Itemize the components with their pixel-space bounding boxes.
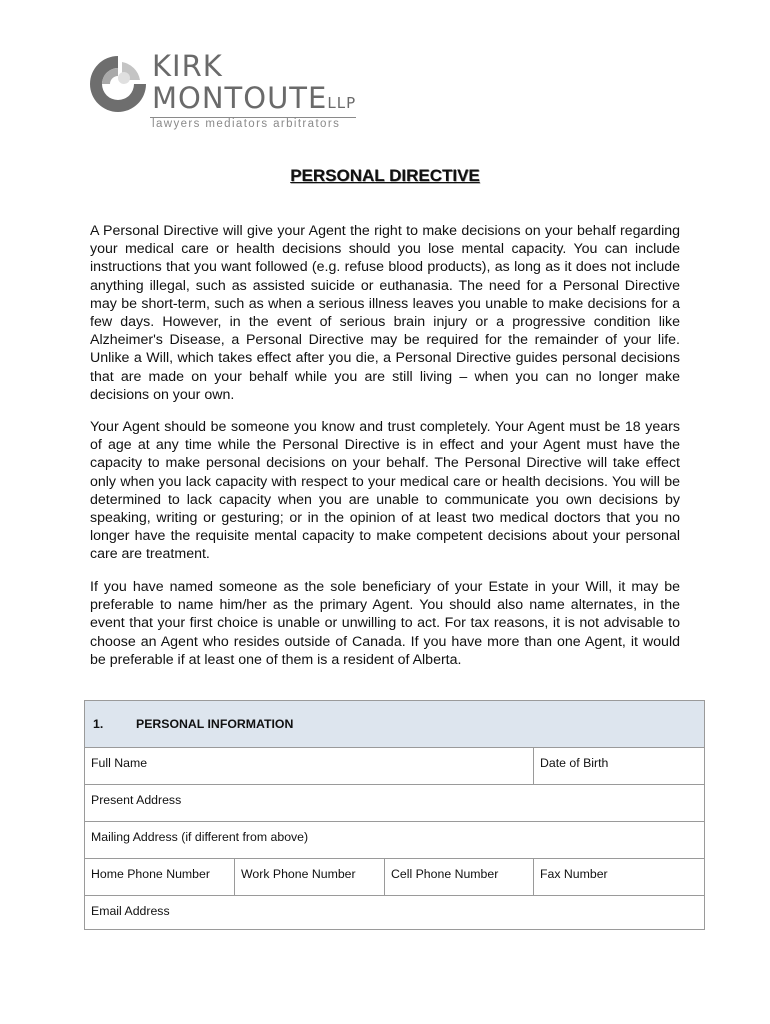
date-of-birth-label: Date of Birth xyxy=(540,756,609,770)
name-row xyxy=(85,748,704,785)
mailing-address-field[interactable] xyxy=(85,822,704,858)
date-of-birth-field[interactable] xyxy=(533,748,706,784)
work-phone-field[interactable] xyxy=(234,859,384,895)
logo-name-main: MONTOUTE xyxy=(152,81,328,115)
logo-tagline: lawyers mediators arbitrators xyxy=(152,118,341,130)
section-header xyxy=(85,701,704,748)
beneficiary-paragraph: If you have named someone as the sole beneficiary of your Estate in your Will, it may be preferable to name him/her as the primary Agent. You should also name alternates, in the event that your first choice is unable or unwilling to act. For tax reasons, it is not advisable to choose an Agent who resides outside of Canada. If you have more than one Agent, it would be preferable if at least one of them is a resident of Alberta. xyxy=(90,579,680,668)
present-address-label: Present Address xyxy=(91,793,182,807)
personal-information-form xyxy=(84,700,705,930)
swirl-logo-icon xyxy=(88,54,148,114)
logo-name-suffix: LLP xyxy=(327,94,357,112)
intro-paragraph: A Personal Directive will give your Agent the right to make decisions on your behalf regarding your medical care or health decisions should you lose mental capacity. You can include instructions that you want followed (e.g. refuse blood products), as long as it does not include anything illegal, such as assisted suicide or euthanasia. The need for a Personal Directive may be short-term, such as when a serious illness leaves you unable to make decisions for a few days. However, in the event of serious brain injury or a progressive condition like Alzheimer's Disease, a Personal Directive may be required for the remainder of your life. Unlike a Will, which takes effect after you die, a Personal Directive guides personal decisions that are made on your behalf while you are still living – when you can no longer make decisions on your own. xyxy=(90,223,680,403)
section-number: 1. xyxy=(93,717,104,731)
fax-field[interactable] xyxy=(533,859,706,895)
email-address-field[interactable] xyxy=(85,896,704,930)
mailing-address-row xyxy=(85,822,704,859)
firm-logo xyxy=(88,49,368,134)
phone-row xyxy=(85,859,704,896)
full-name-field[interactable] xyxy=(85,748,533,784)
section-title: PERSONAL INFORMATION xyxy=(136,717,294,731)
agent-paragraph: Your Agent should be someone you know and trust completely. Your Agent must be 18 years of age at any time while the Personal Directive is in effect and your Agent must have the capacity to make personal decisions on your behalf. The Personal Directive will take effect only when you lack capacity with respect to your medical care or health decisions. You will be determined to lack capacity when you are unable to communicate you own decisions by speaking, writing or gesturing; or in the opinion of at least two medical doctors that you no longer have the requisite mental capacity to make competent decisions about your personal care are treatment. xyxy=(90,419,680,563)
home-phone-label: Home Phone Number xyxy=(91,867,210,881)
mailing-address-label: Mailing Address (if different from above) xyxy=(91,830,309,844)
email-address-label: Email Address xyxy=(91,904,170,918)
logo-name-line1: KIRK xyxy=(152,49,223,83)
logo-name-line2 xyxy=(152,82,356,119)
cell-phone-label: Cell Phone Number xyxy=(391,867,499,881)
home-phone-field[interactable] xyxy=(85,859,234,895)
cell-phone-field[interactable] xyxy=(384,859,533,895)
full-name-label: Full Name xyxy=(91,756,148,770)
present-address-field[interactable] xyxy=(85,785,704,821)
document-title: PERSONAL DIRECTIVE xyxy=(290,166,480,185)
email-row xyxy=(85,896,704,930)
present-address-row xyxy=(85,785,704,822)
work-phone-label: Work Phone Number xyxy=(241,867,356,881)
fax-label: Fax Number xyxy=(540,867,608,881)
